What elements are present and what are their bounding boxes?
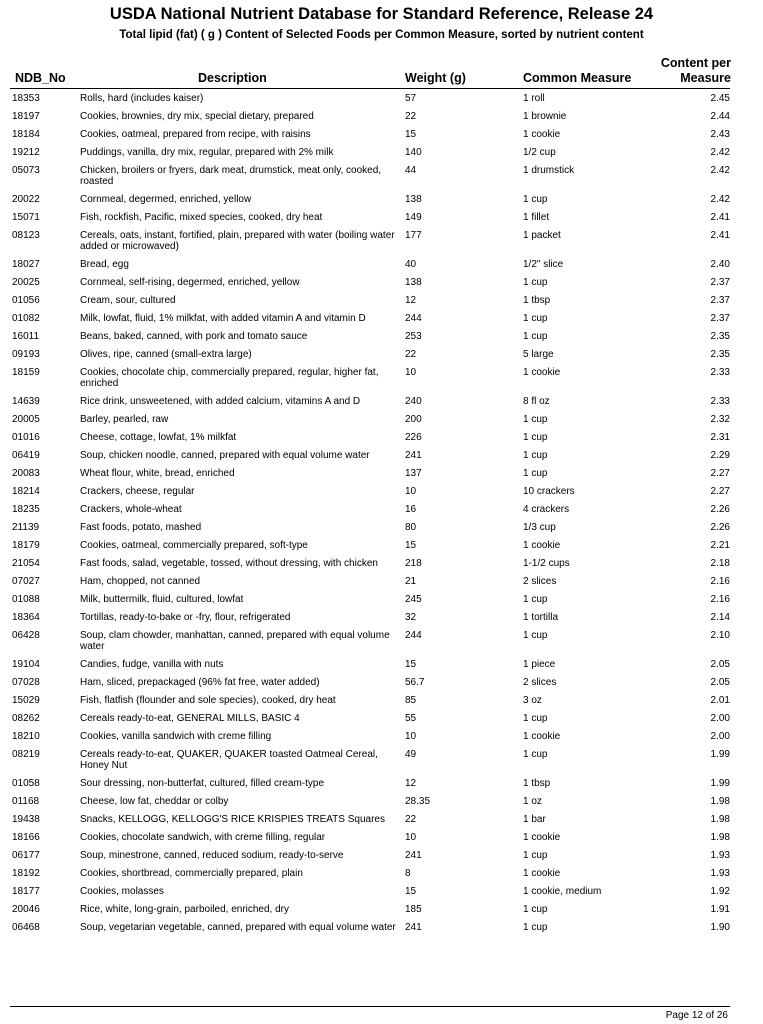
ndb-cell: 18192 bbox=[12, 868, 40, 879]
ndb-cell: 01168 bbox=[12, 796, 40, 807]
content-value-cell: 2.00 bbox=[710, 713, 730, 724]
measure-cell: 1 cup bbox=[523, 194, 548, 205]
content-value-cell: 2.05 bbox=[710, 677, 730, 688]
page-number: Page 12 of 26 bbox=[665, 1010, 728, 1021]
content-value-cell: 1.92 bbox=[710, 886, 730, 897]
report-subtitle: Total lipid (fat) ( g ) Content of Selected Foods per Common Measure, sorted by nutrient content bbox=[119, 29, 644, 41]
ndb-cell: 20083 bbox=[12, 468, 40, 479]
column-header-content bbox=[661, 56, 731, 86]
ndb-cell: 09193 bbox=[12, 349, 40, 360]
content-value-cell: 2.42 bbox=[710, 147, 730, 158]
ndb-cell: 16011 bbox=[12, 331, 40, 342]
description-cell: Chicken, broilers or fryers, dark meat, drumstick, meat only, cooked, roasted bbox=[80, 165, 382, 187]
description-cell: Cookies, chocolate chip, commercially prepared, regular, higher fat, enriched bbox=[80, 367, 379, 389]
nutrient-table bbox=[10, 91, 730, 938]
measure-cell: 1 piece bbox=[523, 659, 556, 670]
measure-cell: 1 tortilla bbox=[523, 612, 559, 623]
description-cell: Crackers, cheese, regular bbox=[80, 486, 195, 497]
weight-cell: 22 bbox=[405, 349, 417, 360]
content-value-cell: 1.91 bbox=[710, 904, 730, 915]
measure-cell: 1 cookie bbox=[523, 367, 561, 378]
ndb-cell: 19438 bbox=[12, 814, 40, 825]
content-value-cell: 2.16 bbox=[710, 576, 730, 587]
description-cell: Olives, ripe, canned (small-extra large) bbox=[80, 349, 252, 360]
weight-cell: 49 bbox=[405, 749, 417, 760]
footer-rule bbox=[10, 1006, 730, 1007]
description-cell: Fish, flatfish (flounder and sole species), cooked, dry heat bbox=[80, 695, 336, 706]
description-cell: Rice, white, long-grain, parboiled, enriched, dry bbox=[80, 904, 289, 915]
ndb-cell: 18210 bbox=[12, 731, 40, 742]
ndb-cell: 07028 bbox=[12, 677, 40, 688]
ndb-cell: 18177 bbox=[12, 886, 40, 897]
measure-cell: 1 cup bbox=[523, 749, 548, 760]
content-value-cell: 2.00 bbox=[710, 731, 730, 742]
ndb-cell: 18166 bbox=[12, 832, 40, 843]
ndb-cell: 19104 bbox=[12, 659, 40, 670]
table-row bbox=[10, 311, 730, 329]
measure-cell: 1 fillet bbox=[523, 212, 550, 223]
measure-cell: 1 cup bbox=[523, 630, 548, 641]
weight-cell: 28.35 bbox=[405, 796, 431, 807]
table-row bbox=[10, 920, 730, 938]
table-row bbox=[10, 109, 730, 127]
measure-cell: 1 cup bbox=[523, 331, 548, 342]
ndb-cell: 19212 bbox=[12, 147, 40, 158]
content-value-cell: 1.98 bbox=[710, 832, 730, 843]
table-row bbox=[10, 794, 730, 812]
table-row bbox=[10, 628, 730, 657]
description-cell: Tortillas, ready-to-bake or -fry, flour, refrigerated bbox=[80, 612, 291, 623]
table-row bbox=[10, 776, 730, 794]
table-row bbox=[10, 520, 730, 538]
measure-cell: 1 brownie bbox=[523, 111, 567, 122]
ndb-cell: 18179 bbox=[12, 540, 40, 551]
measure-cell: 1 roll bbox=[523, 93, 545, 104]
measure-cell: 1 cookie bbox=[523, 129, 561, 140]
content-value-cell: 2.10 bbox=[710, 630, 730, 641]
table-row bbox=[10, 210, 730, 228]
ndb-cell: 08219 bbox=[12, 749, 40, 760]
content-value-cell: 2.33 bbox=[710, 396, 730, 407]
weight-cell: 55 bbox=[405, 713, 417, 724]
weight-cell: 16 bbox=[405, 504, 417, 515]
table-row bbox=[10, 902, 730, 920]
table-row bbox=[10, 163, 730, 192]
ndb-cell: 18235 bbox=[12, 504, 40, 515]
column-header-description: Description bbox=[198, 71, 267, 85]
weight-cell: 253 bbox=[405, 331, 422, 342]
description-cell: Rolls, hard (includes kaiser) bbox=[80, 93, 204, 104]
table-row bbox=[10, 502, 730, 520]
weight-cell: 241 bbox=[405, 922, 422, 933]
ndb-cell: 20022 bbox=[12, 194, 40, 205]
table-row bbox=[10, 592, 730, 610]
content-value-cell: 2.16 bbox=[710, 594, 730, 605]
measure-cell: 1 cup bbox=[523, 414, 548, 425]
table-row bbox=[10, 430, 730, 448]
description-cell: Fish, rockfish, Pacific, mixed species, cooked, dry heat bbox=[80, 212, 323, 223]
content-value-cell: 2.45 bbox=[710, 93, 730, 104]
table-row bbox=[10, 484, 730, 502]
table-row bbox=[10, 610, 730, 628]
content-value-cell: 2.26 bbox=[710, 504, 730, 515]
content-value-cell: 2.44 bbox=[710, 111, 730, 122]
header-rule bbox=[10, 88, 730, 89]
content-value-cell: 2.27 bbox=[710, 468, 730, 479]
measure-cell: 2 slices bbox=[523, 576, 557, 587]
measure-cell: 1 tbsp bbox=[523, 778, 551, 789]
measure-cell: 1 cup bbox=[523, 904, 548, 915]
ndb-cell: 18027 bbox=[12, 259, 40, 270]
content-value-cell: 2.40 bbox=[710, 259, 730, 270]
weight-cell: 12 bbox=[405, 295, 417, 306]
weight-cell: 15 bbox=[405, 659, 417, 670]
weight-cell: 8 bbox=[405, 868, 411, 879]
description-cell: Soup, chicken noodle, canned, prepared with equal volume water bbox=[80, 450, 370, 461]
content-value-cell: 2.43 bbox=[710, 129, 730, 140]
description-cell: Cornmeal, degermed, enriched, yellow bbox=[80, 194, 252, 205]
weight-cell: 10 bbox=[405, 367, 417, 378]
measure-cell: 1/3 cup bbox=[523, 522, 556, 533]
report-title: USDA National Nutrient Database for Standard Reference, Release 24 bbox=[109, 5, 654, 23]
table-row bbox=[10, 228, 730, 257]
description-cell: Cream, sour, cultured bbox=[80, 295, 176, 306]
table-row bbox=[10, 275, 730, 293]
ndb-cell: 01056 bbox=[12, 295, 40, 306]
ndb-cell: 01016 bbox=[12, 432, 40, 443]
weight-cell: 15 bbox=[405, 540, 417, 551]
description-cell: Cookies, brownies, dry mix, special dietary, prepared bbox=[80, 111, 314, 122]
weight-cell: 241 bbox=[405, 450, 422, 461]
table-row bbox=[10, 127, 730, 145]
measure-cell: 1 oz bbox=[523, 796, 542, 807]
column-header-measure: Common Measure bbox=[523, 71, 632, 85]
ndb-cell: 18184 bbox=[12, 129, 40, 140]
description-cell: Crackers, whole-wheat bbox=[80, 504, 182, 515]
content-value-cell: 2.41 bbox=[710, 230, 730, 241]
content-value-cell: 1.99 bbox=[710, 749, 730, 760]
ndb-cell: 01088 bbox=[12, 594, 40, 605]
content-value-cell: 2.31 bbox=[710, 432, 730, 443]
table-row bbox=[10, 693, 730, 711]
table-row bbox=[10, 747, 730, 776]
measure-cell: 8 fl oz bbox=[523, 396, 550, 407]
content-value-cell: 2.18 bbox=[710, 558, 730, 569]
description-cell: Cookies, vanilla sandwich with creme filling bbox=[80, 731, 272, 742]
table-row bbox=[10, 448, 730, 466]
description-cell: Soup, clam chowder, manhattan, canned, prepared with equal volume water bbox=[80, 630, 390, 652]
description-cell: Beans, baked, canned, with pork and tomato sauce bbox=[80, 331, 308, 342]
weight-cell: 15 bbox=[405, 886, 417, 897]
weight-cell: 244 bbox=[405, 630, 422, 641]
table-row bbox=[10, 394, 730, 412]
weight-cell: 21 bbox=[405, 576, 417, 587]
weight-cell: 200 bbox=[405, 414, 422, 425]
content-value-cell: 2.35 bbox=[710, 331, 730, 342]
ndb-cell: 14639 bbox=[12, 396, 40, 407]
ndb-cell: 01058 bbox=[12, 778, 40, 789]
ndb-cell: 20025 bbox=[12, 277, 40, 288]
column-header-content-line2: Measure bbox=[680, 71, 731, 85]
description-cell: Bread, egg bbox=[80, 259, 129, 270]
weight-cell: 138 bbox=[405, 194, 422, 205]
weight-cell: 22 bbox=[405, 814, 417, 825]
content-value-cell: 2.14 bbox=[710, 612, 730, 623]
measure-cell: 1 cookie bbox=[523, 868, 561, 879]
measure-cell: 3 oz bbox=[523, 695, 542, 706]
description-cell: Ham, sliced, prepackaged (96% fat free, water added) bbox=[80, 677, 320, 688]
measure-cell: 1-1/2 cups bbox=[523, 558, 570, 569]
ndb-cell: 06177 bbox=[12, 850, 40, 861]
weight-cell: 57 bbox=[405, 93, 417, 104]
weight-cell: 10 bbox=[405, 731, 417, 742]
table-row bbox=[10, 293, 730, 311]
weight-cell: 44 bbox=[405, 165, 417, 176]
table-row bbox=[10, 729, 730, 747]
content-value-cell: 1.98 bbox=[710, 796, 730, 807]
weight-cell: 40 bbox=[405, 259, 417, 270]
content-value-cell: 2.42 bbox=[710, 165, 730, 176]
content-value-cell: 2.37 bbox=[710, 313, 730, 324]
weight-cell: 149 bbox=[405, 212, 422, 223]
table-row bbox=[10, 91, 730, 109]
content-value-cell: 1.98 bbox=[710, 814, 730, 825]
table-row bbox=[10, 574, 730, 592]
measure-cell: 1 cup bbox=[523, 450, 548, 461]
content-value-cell: 2.37 bbox=[710, 277, 730, 288]
measure-cell: 4 crackers bbox=[523, 504, 570, 515]
table-row bbox=[10, 884, 730, 902]
weight-cell: 56.7 bbox=[405, 677, 425, 688]
table-row bbox=[10, 347, 730, 365]
description-cell: Cheese, low fat, cheddar or colby bbox=[80, 796, 229, 807]
table-row bbox=[10, 830, 730, 848]
ndb-cell: 20005 bbox=[12, 414, 40, 425]
ndb-cell: 18364 bbox=[12, 612, 40, 623]
description-cell: Soup, minestrone, canned, reduced sodium, ready-to-serve bbox=[80, 850, 344, 861]
weight-cell: 80 bbox=[405, 522, 417, 533]
weight-cell: 10 bbox=[405, 486, 417, 497]
description-cell: Cheese, cottage, lowfat, 1% milkfat bbox=[80, 432, 237, 443]
measure-cell: 1 packet bbox=[523, 230, 561, 241]
measure-cell: 1/2 cup bbox=[523, 147, 556, 158]
ndb-cell: 06419 bbox=[12, 450, 40, 461]
description-cell: Fast foods, salad, vegetable, tossed, without dressing, with chicken bbox=[80, 558, 378, 569]
content-value-cell: 2.32 bbox=[710, 414, 730, 425]
content-value-cell: 2.41 bbox=[710, 212, 730, 223]
description-cell: Cornmeal, self-rising, degermed, enriched, yellow bbox=[80, 277, 300, 288]
description-cell: Cookies, shortbread, commercially prepared, plain bbox=[80, 868, 303, 879]
weight-cell: 32 bbox=[405, 612, 417, 623]
weight-cell: 85 bbox=[405, 695, 417, 706]
measure-cell: 1 cup bbox=[523, 277, 548, 288]
weight-cell: 140 bbox=[405, 147, 422, 158]
description-cell: Cookies, molasses bbox=[80, 886, 164, 897]
content-value-cell: 1.90 bbox=[710, 922, 730, 933]
measure-cell: 5 large bbox=[523, 349, 554, 360]
measure-cell: 1 drumstick bbox=[523, 165, 575, 176]
description-cell: Cereals, oats, instant, fortified, plain, prepared with water (boiling water added or microwaved) bbox=[80, 230, 395, 252]
measure-cell: 1 cookie bbox=[523, 832, 561, 843]
measure-cell: 1 cup bbox=[523, 850, 548, 861]
description-cell: Snacks, KELLOGG, KELLOGG'S RICE KRISPIES TREATS Squares bbox=[80, 814, 385, 825]
content-value-cell: 2.21 bbox=[710, 540, 730, 551]
measure-cell: 1 tbsp bbox=[523, 295, 551, 306]
description-cell: Cookies, oatmeal, prepared from recipe, with raisins bbox=[80, 129, 311, 140]
weight-cell: 240 bbox=[405, 396, 422, 407]
nutrient-table-body bbox=[10, 91, 730, 938]
ndb-cell: 08123 bbox=[12, 230, 40, 241]
description-cell: Milk, buttermilk, fluid, cultured, lowfat bbox=[80, 594, 244, 605]
weight-cell: 22 bbox=[405, 111, 417, 122]
ndb-cell: 18197 bbox=[12, 111, 40, 122]
ndb-cell: 06468 bbox=[12, 922, 40, 933]
measure-cell: 1 cup bbox=[523, 713, 548, 724]
content-value-cell: 2.01 bbox=[710, 695, 730, 706]
table-row bbox=[10, 675, 730, 693]
table-row bbox=[10, 538, 730, 556]
measure-cell: 1 cookie bbox=[523, 731, 561, 742]
ndb-cell: 06428 bbox=[12, 630, 40, 641]
measure-cell: 1 bar bbox=[523, 814, 546, 825]
content-value-cell: 2.35 bbox=[710, 349, 730, 360]
description-cell: Cereals ready-to-eat, QUAKER, QUAKER toasted Oatmeal Cereal, Honey Nut bbox=[80, 749, 378, 771]
column-header-content-line1: Content per bbox=[660, 56, 731, 70]
description-cell: Soup, vegetarian vegetable, canned, prepared with equal volume water bbox=[80, 922, 396, 933]
measure-cell: 1 cup bbox=[523, 594, 548, 605]
content-value-cell: 1.99 bbox=[710, 778, 730, 789]
description-cell: Sour dressing, non-butterfat, cultured, filled cream-type bbox=[80, 778, 325, 789]
content-value-cell: 2.05 bbox=[710, 659, 730, 670]
content-value-cell: 2.33 bbox=[710, 367, 730, 378]
content-value-cell: 2.37 bbox=[710, 295, 730, 306]
measure-cell: 1 cup bbox=[523, 432, 548, 443]
description-cell: Puddings, vanilla, dry mix, regular, prepared with 2% milk bbox=[80, 147, 334, 158]
ndb-cell: 08262 bbox=[12, 713, 40, 724]
weight-cell: 138 bbox=[405, 277, 422, 288]
measure-cell: 1 cup bbox=[523, 468, 548, 479]
description-cell: Candies, fudge, vanilla with nuts bbox=[80, 659, 224, 670]
description-cell: Cereals ready-to-eat, GENERAL MILLS, BASIC 4 bbox=[80, 713, 300, 724]
measure-cell: 2 slices bbox=[523, 677, 557, 688]
weight-cell: 218 bbox=[405, 558, 422, 569]
weight-cell: 226 bbox=[405, 432, 422, 443]
column-header-ndb: NDB_No bbox=[15, 71, 66, 85]
table-row bbox=[10, 866, 730, 884]
column-header-weight: Weight (g) bbox=[405, 71, 466, 85]
ndb-cell: 18214 bbox=[12, 486, 40, 497]
ndb-cell: 05073 bbox=[12, 165, 40, 176]
content-value-cell: 2.26 bbox=[710, 522, 730, 533]
ndb-cell: 20046 bbox=[12, 904, 40, 915]
table-row bbox=[10, 466, 730, 484]
weight-cell: 245 bbox=[405, 594, 422, 605]
measure-cell: 1 cookie, medium bbox=[523, 886, 602, 897]
table-row bbox=[10, 365, 730, 394]
description-cell: Milk, lowfat, fluid, 1% milkfat, with added vitamin A and vitamin D bbox=[80, 313, 366, 324]
table-row bbox=[10, 192, 730, 210]
measure-cell: 10 crackers bbox=[523, 486, 575, 497]
ndb-cell: 15071 bbox=[12, 212, 40, 223]
weight-cell: 12 bbox=[405, 778, 417, 789]
weight-cell: 10 bbox=[405, 832, 417, 843]
table-row bbox=[10, 412, 730, 430]
table-row bbox=[10, 556, 730, 574]
ndb-cell: 07027 bbox=[12, 576, 40, 587]
ndb-cell: 18353 bbox=[12, 93, 40, 104]
weight-cell: 244 bbox=[405, 313, 422, 324]
weight-cell: 137 bbox=[405, 468, 422, 479]
description-cell: Barley, pearled, raw bbox=[80, 414, 169, 425]
ndb-cell: 21054 bbox=[12, 558, 40, 569]
ndb-cell: 18159 bbox=[12, 367, 40, 378]
content-value-cell: 2.42 bbox=[710, 194, 730, 205]
table-row bbox=[10, 329, 730, 347]
content-value-cell: 2.29 bbox=[710, 450, 730, 461]
measure-cell: 1 cup bbox=[523, 922, 548, 933]
measure-cell: 1 cup bbox=[523, 313, 548, 324]
measure-cell: 1 cookie bbox=[523, 540, 561, 551]
ndb-cell: 01082 bbox=[12, 313, 40, 324]
content-value-cell: 1.93 bbox=[710, 868, 730, 879]
table-row bbox=[10, 657, 730, 675]
weight-cell: 15 bbox=[405, 129, 417, 140]
ndb-cell: 21139 bbox=[12, 522, 40, 533]
description-cell: Cookies, chocolate sandwich, with creme filling, regular bbox=[80, 832, 326, 843]
table-row bbox=[10, 812, 730, 830]
table-row bbox=[10, 257, 730, 275]
table-row bbox=[10, 711, 730, 729]
weight-cell: 177 bbox=[405, 230, 422, 241]
measure-cell: 1/2" slice bbox=[523, 259, 564, 270]
table-row bbox=[10, 848, 730, 866]
description-cell: Ham, chopped, not canned bbox=[80, 576, 201, 587]
content-value-cell: 2.27 bbox=[710, 486, 730, 497]
description-cell: Cookies, oatmeal, commercially prepared, soft-type bbox=[80, 540, 308, 551]
content-value-cell: 1.93 bbox=[710, 850, 730, 861]
weight-cell: 241 bbox=[405, 850, 422, 861]
table-row bbox=[10, 145, 730, 163]
ndb-cell: 15029 bbox=[12, 695, 40, 706]
description-cell: Fast foods, potato, mashed bbox=[80, 522, 202, 533]
description-cell: Wheat flour, white, bread, enriched bbox=[80, 468, 235, 479]
weight-cell: 185 bbox=[405, 904, 422, 915]
description-cell: Rice drink, unsweetened, with added calcium, vitamins A and D bbox=[80, 396, 361, 407]
